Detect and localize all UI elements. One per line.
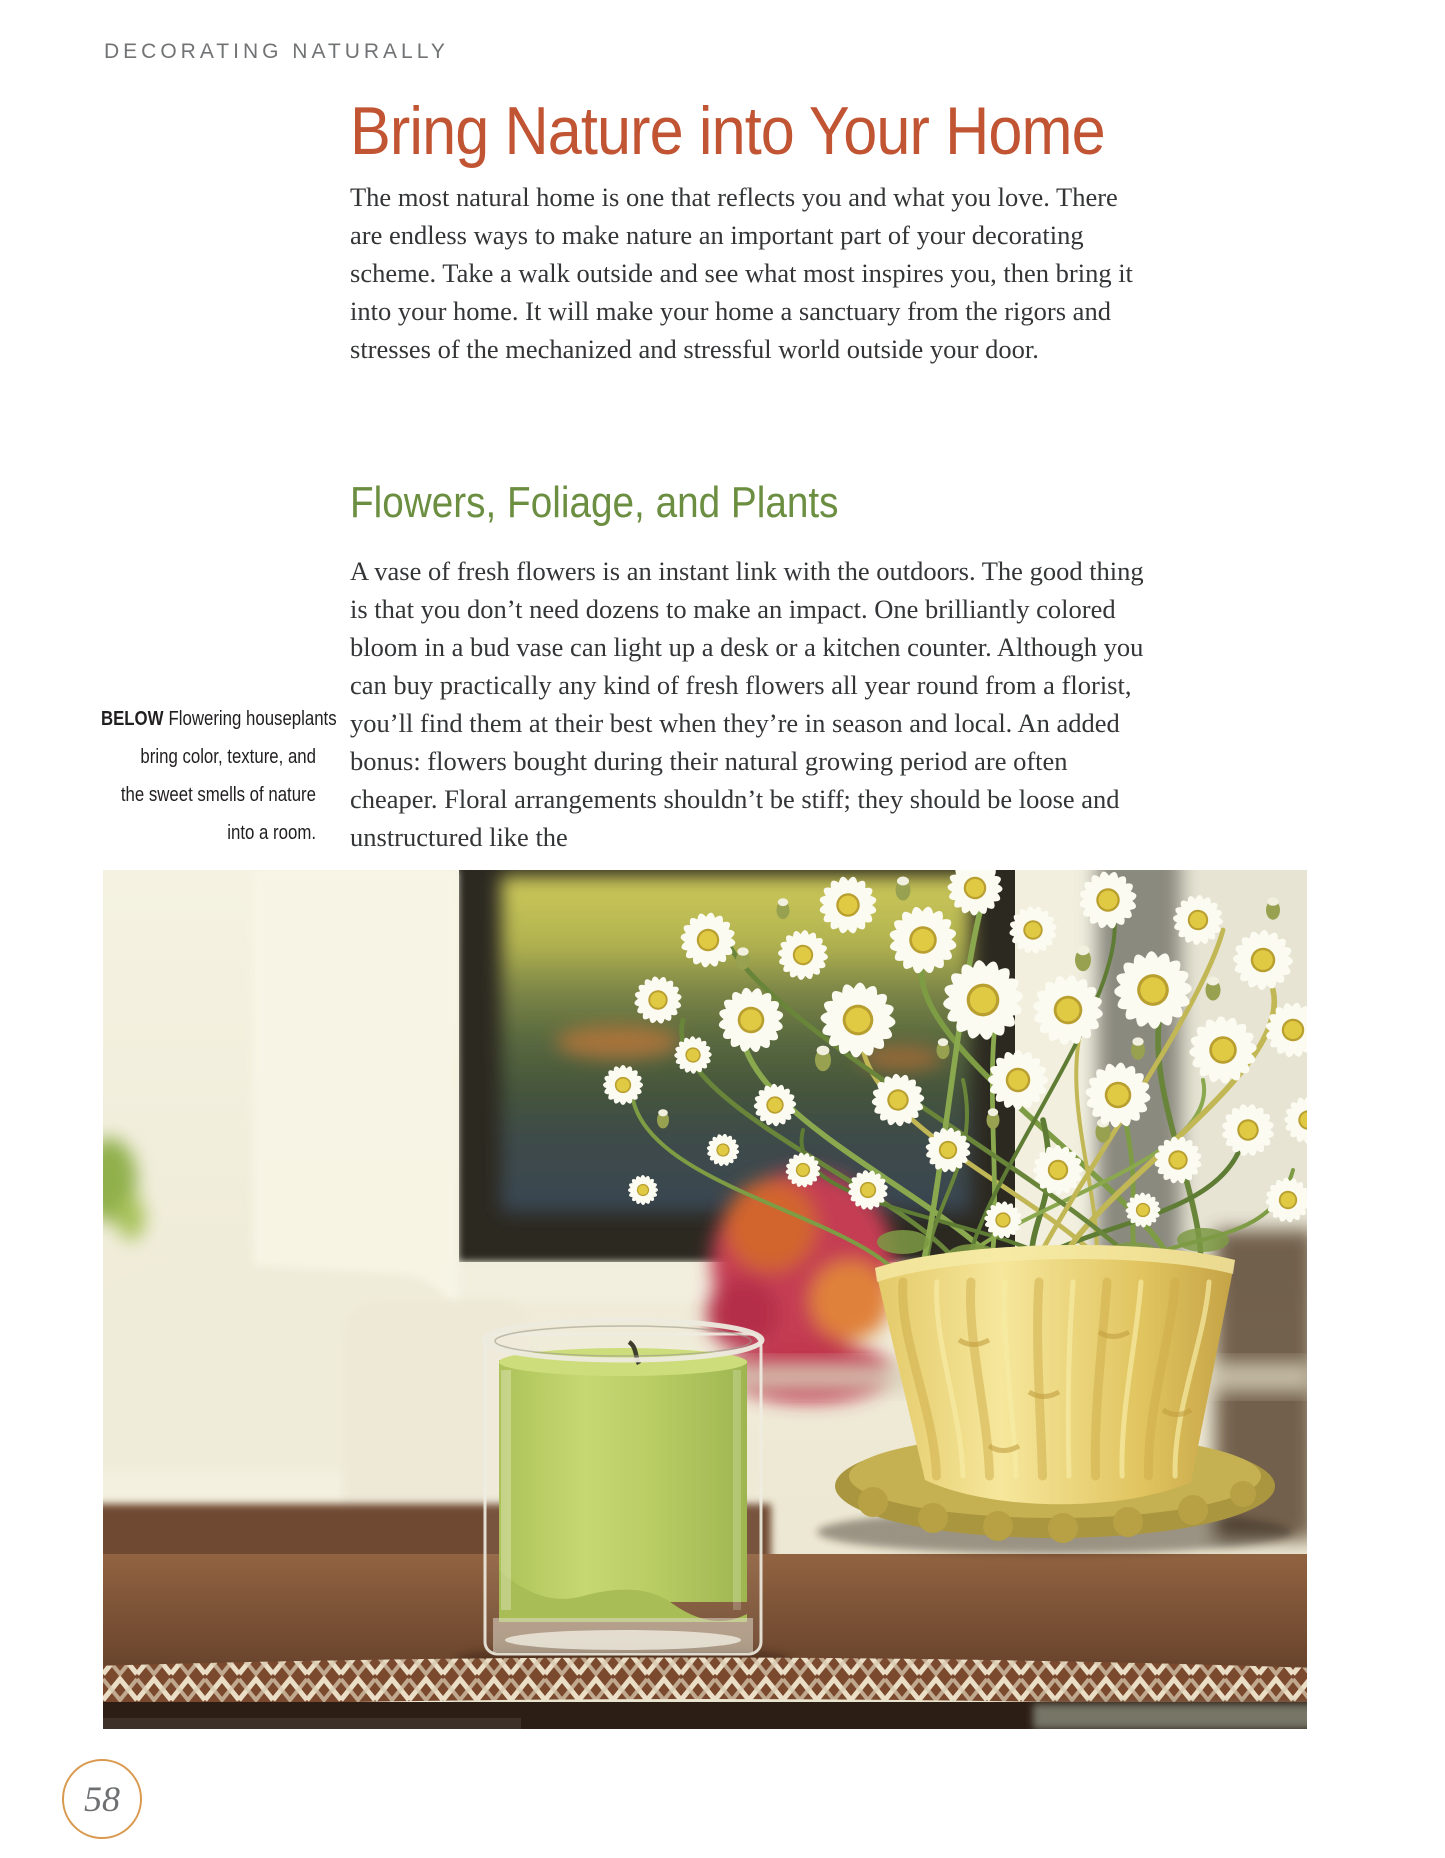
photo-flowering-houseplants [103,870,1307,1729]
caption-line: BELOW Flowering houseplants [100,708,337,730]
caption-line: bring color, texture, and [140,746,316,768]
photo-caption [100,700,337,852]
page-number-badge [62,1759,142,1839]
caption-label: BELOW [100,708,164,730]
section-paragraph: A vase of fresh flowers is an instant link with the outdoors. The good thing is that you don’t need dozens to make an impact. One brilliantly colored bloom in a bud vase can light up a desk or a kitchen counter. Although you can buy practically any kind of fresh flowers all year round from a florist, you’ll find them at their best when they’re in season and local. An added bonus: flowers bought during their natural growing period are often cheaper. Floral arrangements shouldn’t be stiff; they should be loose and unstructured like the [350,556,1144,852]
caption-line: into a room. [227,822,316,844]
section-heading: Flowers, Foliage, and Plants [350,478,839,527]
page-number: 58 [84,1779,120,1819]
caption-line: the sweet smells of nature [120,784,316,806]
tray-stitched-rim [103,1657,1307,1729]
running-header: DECORATING NATURALLY [104,40,449,63]
green-candle [455,1320,791,1676]
chapter-title: Bring Nature into Your Home [350,93,1105,169]
intro-paragraph: The most natural home is one that reflects you and what you love. There are endless ways to make nature an important part of your decorating scheme. Take a walk outside and see what most inspires you, then bring it into your home. It will make your home a sanctuary from the rigors and stresses of the mechanized and stressful world outside your door. [350,182,1133,364]
